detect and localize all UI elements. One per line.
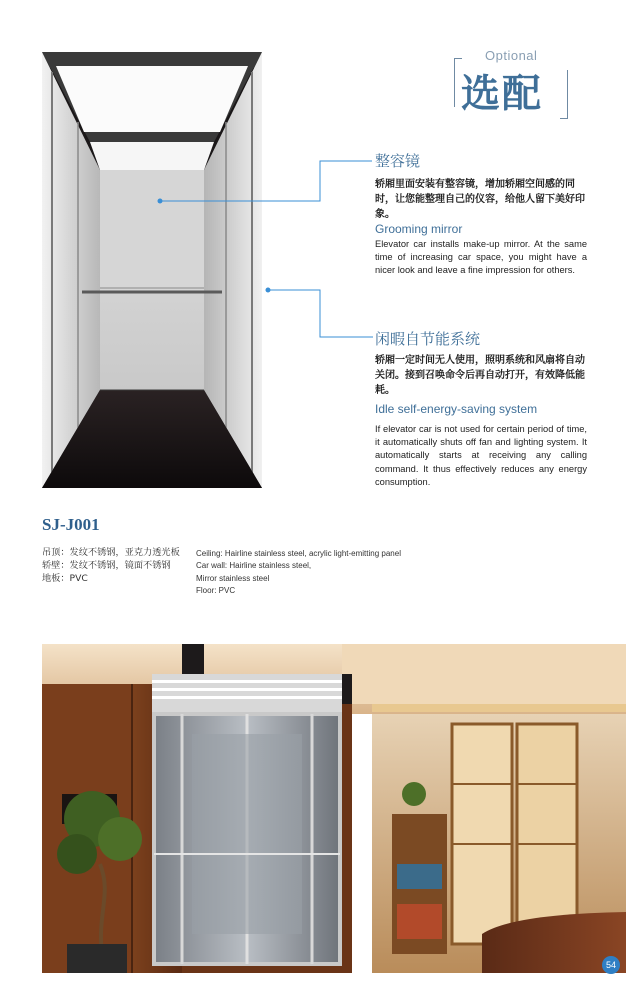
spec-line: Car wall: Hairline stainless steel, bbox=[196, 561, 312, 571]
specs-en bbox=[196, 548, 401, 598]
feature-desc-zh: 轿厢一定时间无人使用，照明系统和风扇将自动关闭。接到召唤命令后再自动打开，有效降低能耗。 bbox=[375, 355, 585, 396]
feature-title-zh: 整容镜 bbox=[375, 152, 421, 170]
feature-title-zh: 闲暇自节能系统 bbox=[375, 330, 481, 348]
specs-zh bbox=[42, 546, 180, 586]
model-code: SJ-J001 bbox=[42, 515, 100, 534]
elevator-car-image bbox=[42, 52, 262, 488]
home-elevator-photo bbox=[42, 644, 626, 973]
spec-line: 轿壁：发纹不锈钢，镜面不锈钢 bbox=[42, 560, 171, 572]
spec-line: Floor: PVC bbox=[196, 586, 236, 596]
callout-line-mirror bbox=[150, 150, 390, 210]
spec-line: Ceiling: Hairline stainless steel, acrylic light-emitting panel bbox=[196, 549, 401, 558]
optional-label-zh: 选配 bbox=[461, 71, 544, 117]
optional-label-en: Optional bbox=[485, 48, 538, 63]
feature-desc-en: Elevator car installs make-up mirror. At the same time of increasing car space, you might have a nicer look and leave a fine impression for others. bbox=[375, 239, 587, 276]
spec-line: Mirror stainless steel bbox=[196, 573, 270, 583]
feature-title-en: Idle self-energy-saving system bbox=[375, 402, 538, 416]
feature-desc-zh: 轿厢里面安装有整容镜，增加轿厢空间感的同时，让您能整理自己的仪容，给他人留下美好印象。 bbox=[375, 179, 585, 220]
feature-title-en: Grooming mirror bbox=[375, 222, 463, 236]
callout-line-energy bbox=[258, 280, 388, 350]
spec-line: 地板：PVC bbox=[42, 573, 88, 585]
spec-line: 吊顶：发纹不锈钢，亚克力透光板 bbox=[42, 547, 180, 558]
feature-desc-en: If elevator car is not used for certain period of time, it automatically shuts off fan and lighting system. It automatically starts at receiving any calling command. It thus effectively reduces any energy consumption. bbox=[375, 424, 587, 487]
page-number-badge: 54 bbox=[602, 956, 620, 974]
heading-bracket-right bbox=[560, 70, 568, 119]
